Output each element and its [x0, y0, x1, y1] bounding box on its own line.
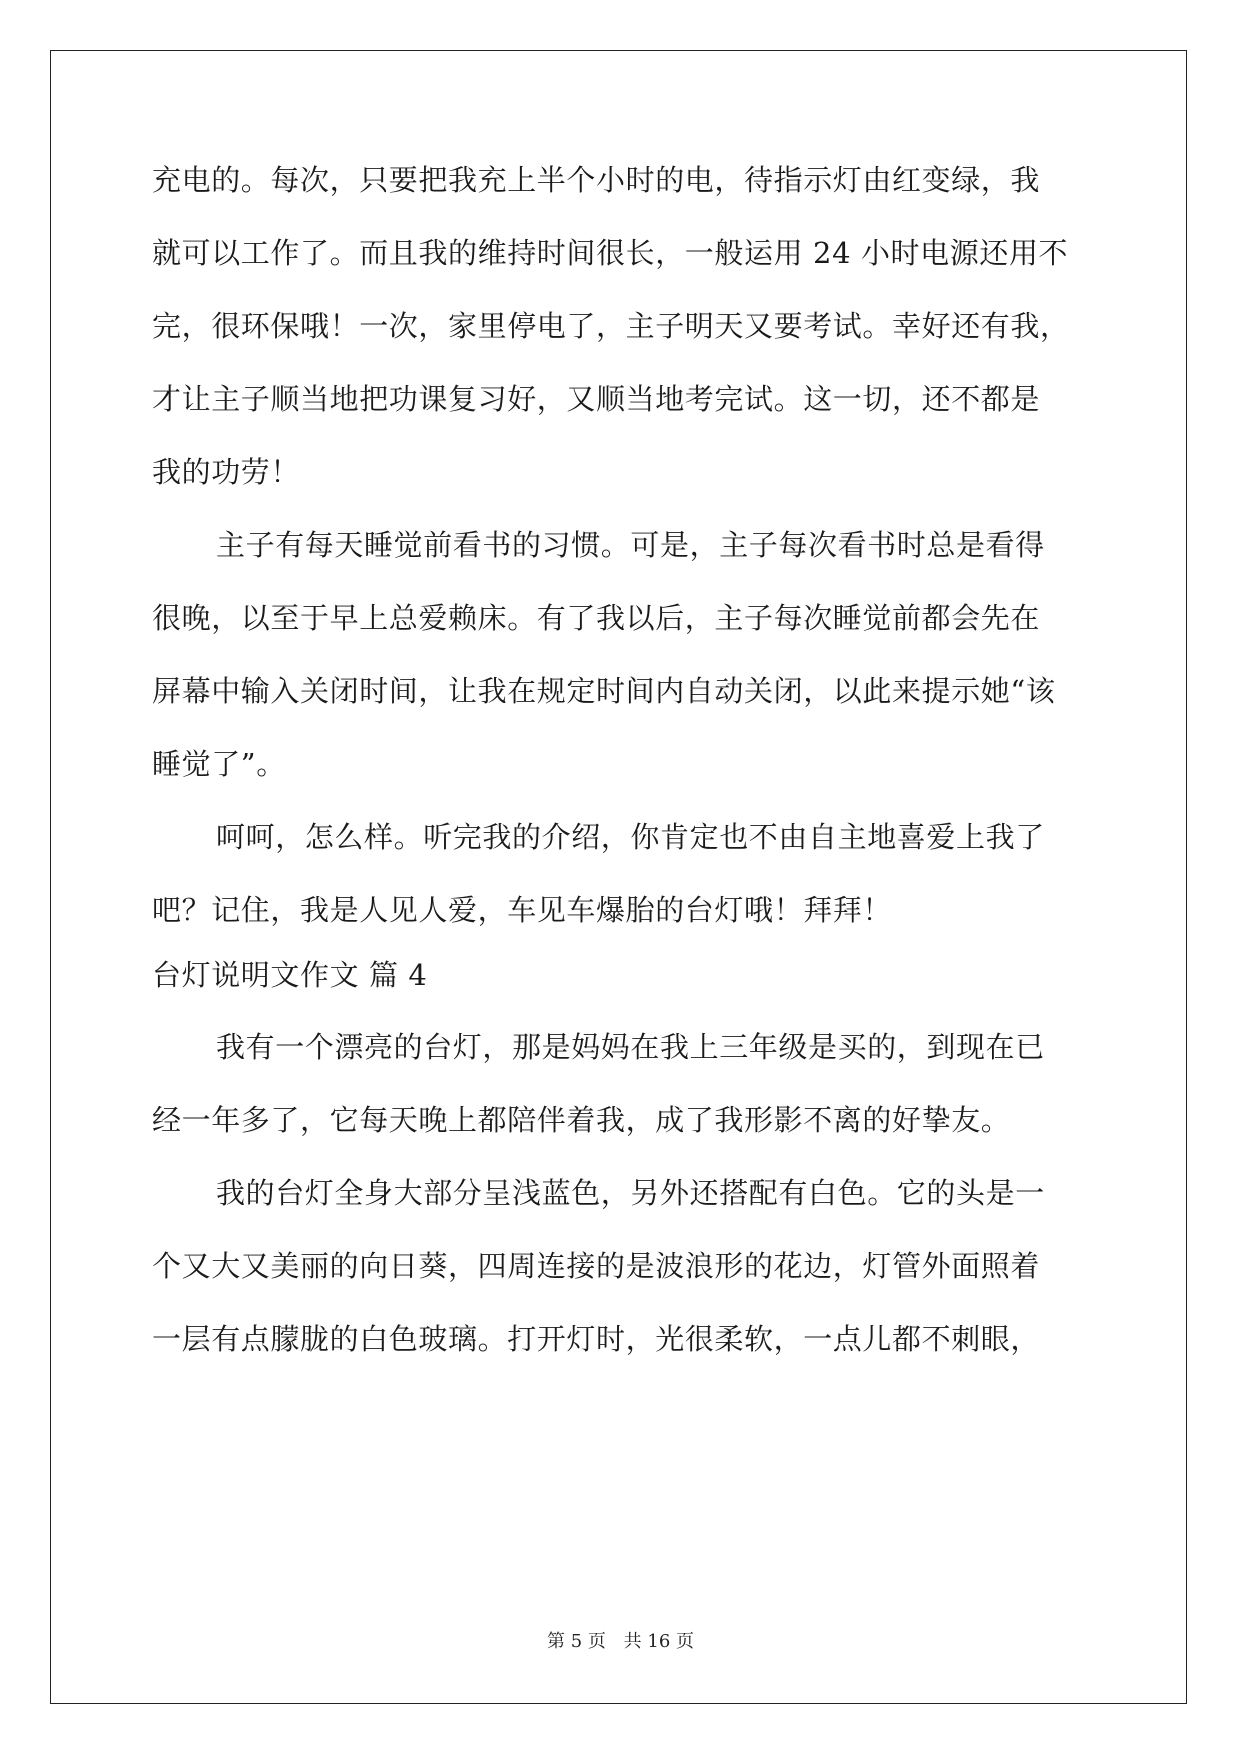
- section-heading: 台灯说明文作文 篇 4: [152, 958, 428, 992]
- text-line: 个又大又美丽的向日葵，四周连接的是波浪形的花边，灯管外面照着: [152, 1249, 1041, 1283]
- text-line: 完，很环保哦！一次，家里停电了，主子明天又要考试。幸好还有我，: [152, 309, 1070, 343]
- paragraph-start-line: 我有一个漂亮的台灯，那是妈妈在我上三年级是买的，到现在已: [216, 1030, 1045, 1064]
- paragraph-start-line: 呵呵，怎么样。听完我的介绍，你肯定也不由自主地喜爱上我了: [216, 820, 1045, 854]
- text-line: 我的功劳！: [152, 455, 301, 489]
- page-border: [50, 50, 1187, 1704]
- text-line: 充电的。每次，只要把我充上半个小时的电，待指示灯由红变绿，我: [152, 163, 1041, 197]
- text-line: 就可以工作了。而且我的维持时间很长，一般运用 24 小时电源还用不: [152, 236, 1069, 270]
- text-line: 睡觉了”。: [152, 747, 286, 781]
- paragraph-start-line: 我的台灯全身大部分呈浅蓝色，另外还搭配有白色。它的头是一: [216, 1176, 1045, 1210]
- page-total: 共 16 页: [623, 1631, 694, 1652]
- page-number: 第 5 页: [547, 1631, 606, 1652]
- text-line: 吧？记住，我是人见人爱，车见车爆胎的台灯哦！拜拜！: [152, 893, 893, 927]
- text-line: 屏幕中输入关闭时间，让我在规定时间内自动关闭，以此来提示她“该: [152, 674, 1056, 708]
- text-line: 很晚，以至于早上总爱赖床。有了我以后，主子每次睡觉前都会先在: [152, 601, 1041, 635]
- text-line: 一层有点朦胧的白色玻璃。打开灯时，光很柔软，一点儿都不刺眼，: [152, 1322, 1041, 1356]
- text-line: 经一年多了，它每天晚上都陪伴着我，成了我形影不离的好挚友。: [152, 1103, 1011, 1137]
- page-footer: [0, 1630, 1241, 1654]
- text-line: 才让主子顺当地把功课复习好，又顺当地考完试。这一切，还不都是: [152, 382, 1041, 416]
- paragraph-start-line: 主子有每天睡觉前看书的习惯。可是，主子每次看书时总是看得: [216, 528, 1045, 562]
